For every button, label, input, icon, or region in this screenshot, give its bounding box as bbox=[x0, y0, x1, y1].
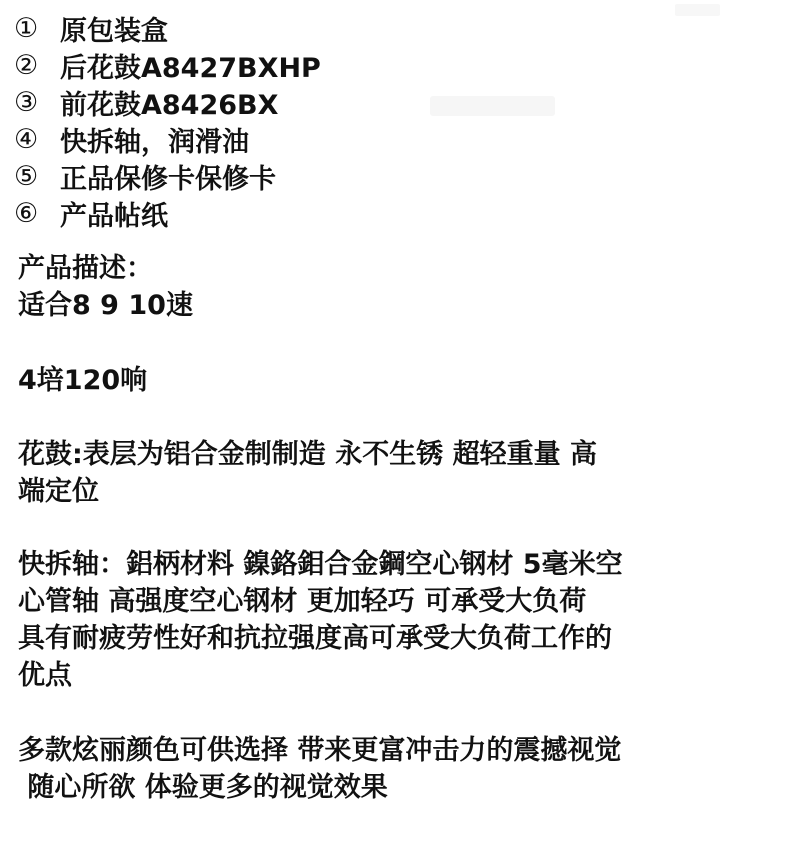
list-item bbox=[14, 158, 321, 195]
hub-line: 端定位 bbox=[18, 476, 99, 507]
list-item bbox=[14, 121, 321, 158]
description-title: 产品描述： bbox=[18, 253, 153, 284]
color-line: 随心所欲 体验更多的视觉效果 bbox=[18, 772, 388, 803]
item-number: ② bbox=[14, 50, 39, 81]
bearing-spec: 4培120响 bbox=[18, 365, 148, 396]
item-number: ⑤ bbox=[14, 161, 39, 192]
item-text: 后花鼓A8427BXHP bbox=[60, 53, 321, 84]
package-contents-list bbox=[14, 10, 321, 232]
list-item bbox=[14, 84, 321, 121]
color-options-description bbox=[18, 732, 621, 806]
item-text: 前花鼓A8426BX bbox=[60, 90, 279, 121]
hub-line: 花鼓:表层为铝合金制制造 永不生锈 超轻重量 高 bbox=[18, 439, 597, 470]
item-number: ③ bbox=[14, 87, 39, 118]
hub-description bbox=[18, 436, 597, 510]
skewer-line: 快拆轴：鋁柄材料 鎳鉻鉬合金鋼空心钢材 5毫米空 bbox=[18, 549, 623, 580]
item-number: ⑥ bbox=[14, 198, 39, 229]
list-item bbox=[14, 47, 321, 84]
skewer-line: 心管轴 高强度空心钢材 更加轻巧 可承受大负荷 bbox=[18, 586, 587, 617]
watermark-smudge bbox=[430, 96, 555, 116]
item-text: 原包装盒 bbox=[60, 16, 168, 47]
color-line: 多款炫丽颜色可供选择 带来更富冲击力的震撼视觉 bbox=[18, 735, 622, 766]
watermark-smudge-small bbox=[675, 4, 720, 16]
item-text: 正品保修卡保修卡 bbox=[60, 164, 276, 195]
list-item bbox=[14, 195, 321, 232]
list-item bbox=[14, 10, 321, 47]
skewer-line: 优点 bbox=[18, 660, 72, 691]
item-text: 快拆轴，润滑油 bbox=[60, 127, 249, 158]
item-text: 产品帖纸 bbox=[60, 201, 168, 232]
item-number: ④ bbox=[14, 124, 39, 155]
item-number: ① bbox=[14, 13, 39, 44]
skewer-line: 具有耐疲劳性好和抗拉强度高可承受大负荷工作的 bbox=[18, 623, 612, 654]
speed-compatibility: 适合8 9 10速 bbox=[18, 290, 193, 321]
skewer-description bbox=[18, 546, 623, 694]
